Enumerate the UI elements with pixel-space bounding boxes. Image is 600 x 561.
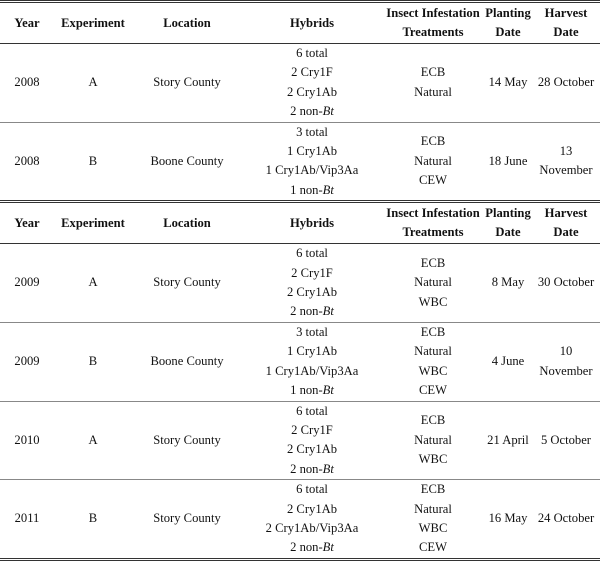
treatment-line: ECB <box>420 255 446 270</box>
harvest-date-cell: 5 October <box>540 432 591 447</box>
year-cell: 2009 <box>14 275 40 290</box>
hybrids-header-text: Hybrids <box>289 15 335 30</box>
treatment-line: ECB <box>420 134 446 149</box>
treatments-cell <box>382 244 484 323</box>
planting-date-header-text: Planting <box>485 206 531 221</box>
treatment-line: Natural <box>414 344 452 359</box>
table-row <box>0 244 600 323</box>
location-cell: Story County <box>153 75 221 90</box>
hybrid-line: 6 total <box>296 46 328 60</box>
planting-date-header <box>484 202 532 244</box>
non-bt-hybrid-line <box>242 181 382 200</box>
hybrid-line: 2 Cry1Ab/Vip3Aa <box>265 520 359 535</box>
table-row <box>0 401 600 480</box>
experiment-cell: A <box>88 432 98 447</box>
harvest-date-cell: 13 November <box>539 144 593 178</box>
non-bt-hybrid-line <box>242 460 382 479</box>
year-cell: 2009 <box>14 353 40 368</box>
harvest-date-cell: 24 October <box>537 511 595 526</box>
header-row <box>0 202 600 244</box>
hybrids-cell <box>242 401 382 480</box>
treatment-line: Natural <box>414 501 452 516</box>
non-bt-hybrid-line <box>242 102 382 121</box>
treatments-cell <box>382 401 484 480</box>
harvest-date-cell: 28 October <box>537 75 595 90</box>
hybrids-cell <box>242 244 382 323</box>
experiment-cell: A <box>88 275 98 290</box>
hybrids-header <box>242 2 382 44</box>
hybrid-line: 2 Cry1F <box>291 265 333 280</box>
harvest-date-cell: 30 October <box>537 275 595 290</box>
non-bt-hybrid-line <box>242 381 382 400</box>
treatments-header-text: Treatments <box>402 225 464 240</box>
hybrids-header <box>242 202 382 244</box>
planting-date-cell: 21 April <box>487 432 529 447</box>
non-bt-count: 1 non- <box>290 182 323 197</box>
hybrid-line: 2 Cry1Ab <box>286 501 338 516</box>
hybrid-line: 2 Cry1Ab <box>286 285 338 300</box>
planting-date-cell: 18 June <box>488 153 528 168</box>
harvest-date-header <box>532 2 600 44</box>
experiment-header <box>54 2 132 44</box>
planting-date-cell: 4 June <box>491 353 525 368</box>
experiment-cell: B <box>88 353 98 368</box>
planting-date-cell: 8 May <box>491 275 525 290</box>
hybrid-line: 3 total <box>296 324 328 339</box>
experiment-cell: A <box>88 75 98 90</box>
treatment-line: Natural <box>414 275 452 290</box>
location-cell: Story County <box>153 432 221 447</box>
non-bt-hybrid-line <box>242 538 382 557</box>
hybrid-line: 6 total <box>296 482 328 497</box>
treatments-header-text: Insect Infestation <box>386 206 480 221</box>
treatments-header <box>382 202 484 244</box>
non-bt-count: 2 non- <box>290 461 323 476</box>
year-cell: 2008 <box>14 153 40 168</box>
year-header <box>0 2 54 44</box>
table-row <box>0 122 600 202</box>
year-header-text: Year <box>14 215 40 230</box>
hybrid-line: 1 Cry1Ab/Vip3Aa <box>265 363 359 378</box>
treatment-line: CEW <box>419 540 447 555</box>
experiment-cell: B <box>88 511 98 526</box>
treatment-line: WBC <box>418 452 448 467</box>
experiment-header <box>54 202 132 244</box>
hybrid-line: 1 Cry1Ab/Vip3Aa <box>265 163 359 178</box>
location-header-text: Location <box>163 215 211 230</box>
treatment-line: Natural <box>414 432 452 447</box>
treatments-cell <box>382 44 484 123</box>
location-cell: Boone County <box>150 153 224 168</box>
hybrid-line: 6 total <box>296 403 328 418</box>
location-cell: Story County <box>153 511 221 526</box>
bt-italic-word: Bt <box>322 182 334 197</box>
year-header-text: Year <box>14 15 40 30</box>
planting-date-header <box>484 2 532 44</box>
planting-date-cell: 14 May <box>488 75 528 90</box>
treatments-cell <box>382 322 484 401</box>
planting-date-header-text: Date <box>495 225 521 240</box>
non-bt-count: 2 non- <box>290 540 323 555</box>
treatments-header-text: Insect Infestation <box>386 6 480 20</box>
hybrid-line: 2 Cry1F <box>291 65 333 80</box>
year-cell: 2011 <box>14 511 40 526</box>
non-bt-count: 2 non- <box>290 104 323 119</box>
hybrids-cell <box>242 122 382 202</box>
harvest-date-header-text: Harvest Date <box>544 206 588 240</box>
bt-italic-word: Bt <box>322 461 334 476</box>
experiment-header-text: Experiment <box>61 15 125 30</box>
hybrid-line: 1 Cry1Ab <box>286 144 338 159</box>
treatment-line: WBC <box>418 520 448 535</box>
bt-italic-word: Bt <box>322 540 334 555</box>
table-row <box>0 44 600 123</box>
table-row <box>0 322 600 401</box>
hybrid-line: 1 Cry1Ab <box>286 344 338 359</box>
year-cell: 2010 <box>14 432 40 447</box>
header-row <box>0 2 600 44</box>
treatment-line: Natural <box>414 84 452 99</box>
treatment-line: WBC <box>418 363 448 378</box>
treatment-line: WBC <box>418 294 448 309</box>
hybrids-cell <box>242 480 382 560</box>
non-bt-hybrid-line <box>242 302 382 321</box>
table-row <box>0 480 600 560</box>
location-header-text: Location <box>163 15 211 30</box>
treatment-line: CEW <box>419 383 447 398</box>
location-cell: Story County <box>153 275 221 290</box>
planting-date-header-text: Date <box>495 25 521 39</box>
treatment-line: ECB <box>420 65 446 80</box>
treatments-cell <box>382 122 484 202</box>
bt-italic-word: Bt <box>322 383 334 398</box>
hybrids-cell <box>242 322 382 401</box>
hybrid-line: 2 Cry1Ab <box>286 442 338 457</box>
experiment-header-text: Experiment <box>61 215 125 230</box>
hybrids-header-text: Hybrids <box>289 215 335 230</box>
bt-italic-word: Bt <box>322 104 334 119</box>
treatments-header <box>382 2 484 44</box>
harvest-date-header <box>532 202 600 244</box>
harvest-date-header-text: Harvest Date <box>544 6 588 39</box>
experiment-cell: B <box>88 153 98 168</box>
treatment-line: CEW <box>419 173 447 188</box>
location-header <box>132 2 242 44</box>
planting-date-cell: 16 May <box>488 511 528 526</box>
treatment-line: ECB <box>420 324 446 339</box>
hybrid-line: 2 Cry1F <box>291 422 333 437</box>
treatment-line: ECB <box>420 413 446 428</box>
table-body <box>0 2 600 560</box>
harvest-date-cell: 10 November <box>539 344 593 378</box>
hybrid-line: 2 Cry1Ab <box>286 84 338 99</box>
hybrid-line: 6 total <box>296 246 328 261</box>
location-header <box>132 202 242 244</box>
year-cell: 2008 <box>14 75 40 90</box>
planting-date-header-text: Planting <box>485 6 531 20</box>
non-bt-count: 2 non- <box>290 304 323 319</box>
treatments-header-text: Treatments <box>402 25 464 39</box>
bt-italic-word: Bt <box>322 304 334 319</box>
year-header <box>0 202 54 244</box>
non-bt-count: 1 non- <box>290 383 323 398</box>
treatments-cell <box>382 480 484 560</box>
location-cell: Boone County <box>150 353 224 368</box>
treatment-line: ECB <box>420 482 446 497</box>
hybrids-cell <box>242 44 382 123</box>
hybrid-line: 3 total <box>296 124 328 139</box>
treatment-line: Natural <box>414 153 452 168</box>
